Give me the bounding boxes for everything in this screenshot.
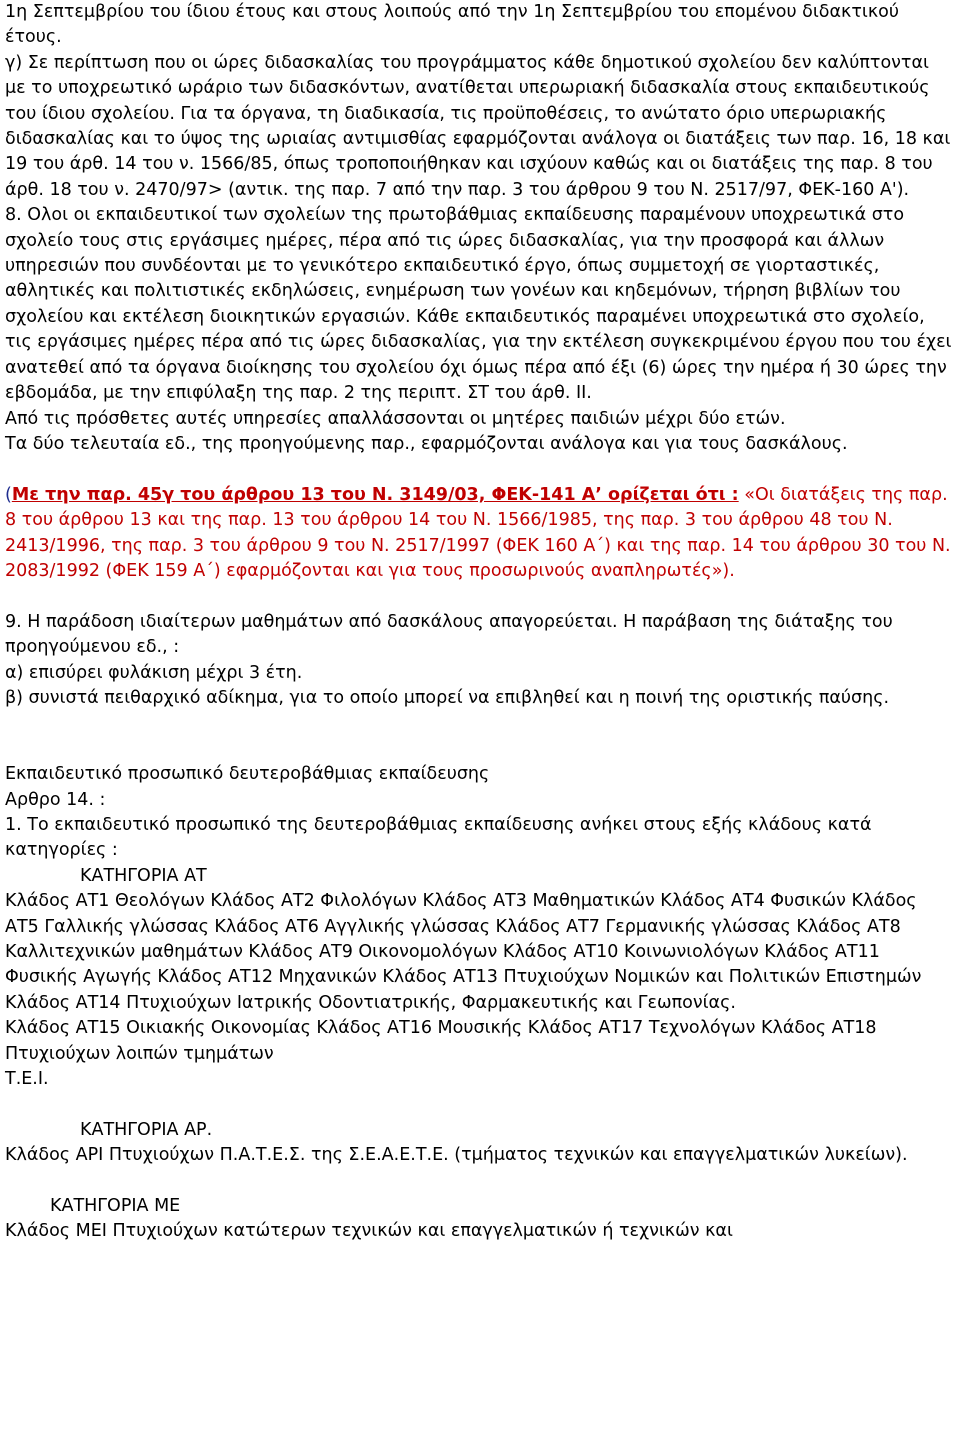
amendment-heading: Με την παρ. 45γ του άρθρου 13 του Ν. 3149/03, ΦΕΚ-141 Α’ ορίζεται ότι : [11,484,739,505]
paragraph-4: Από τις πρόσθετες αυτές υπηρεσίες απαλλάσσονται οι μητέρες παιδιών μέχρι δύο ετών. [5,408,786,429]
spacer [5,711,955,762]
paragraph-16: Τ.Ε.Ι. [5,1069,49,1090]
article-heading: Αρθρο 14. : [5,789,106,810]
paragraph-1: 1η Σεπτεμβρίου του ίδιου έτους και στους λοιπούς από την 1η Σεπτεμβρίου του επομένου διδακτικού έτους. [5,2,899,48]
paragraph-12: 1. Το εκπαιδευτικό προσωπικό της δευτεροβάθμιας εκπαίδευσης ανήκει στους εξής κλάδους κατά κατηγορίες : [5,814,872,861]
paragraph-2: γ) Σε περίπτωση που οι ώρες διδασκαλίας του προγράμματος κάθε δημοτικού σχολείου δεν καλύπτονται με το υποχρεωτικό ωράριο των διδασκόντων, ανατίθεται υπερωριακή διδασκαλία στους εκπαιδευτικούς του ίδιου σχολείου. Για τα όργανα, τη διαδικασία, τις προϋποθέσεις, το ανώτατο όριο υπερωριακής διδασκαλίας και το ύψος της ωριαίας αντιμισθίας εφαρμόζονται ανάλογα οι διατάξεις των παρ. 16, 18 και 19 του άρθ. 14 του ν. 1566/85, όπως τροποποιήθηκαν και ισχύουν καθώς και οι διατάξεις της παρ. 8 του άρθ. 18 του ν. 2470/97> (αντικ. της παρ. 7 από την παρ. 3 του άρθρου 9 του Ν. 2517/97, ΦΕΚ-160 Α'). [5,52,951,200]
paragraph-14: Κλάδος ΑΤ1 Θεολόγων Κλάδος ΑΤ2 Φιλολόγων Κλάδος ΑΤ3 Μαθηματικών Κλάδος ΑΤ4 Φυσικών Κλάδος ΑΤ5 Γαλλικής γλώσσας Κλάδος ΑΤ6 Αγγλικής γλώσσας Κλάδος ΑΤ7 Γερμανικής γλώσσας Κλάδος ΑΤ8 Καλλιτεχνικών μαθημάτων Κλάδος ΑΤ9 Οικονομολόγων Κλάδος ΑΤ10 Κοινωνιολόγων Κλάδος ΑΤ11 Φυσικής Αγωγής Κλάδος ΑΤ12 Μηχανικών Κλάδος ΑΤ13 Πτυχιούχων Νομικών και Πολιτικών Επιστημών Κλάδος ΑΤ14 Πτυχιούχων Ιατρικής Οδοντιατρικής, Φαρμακευτικής και Γεωπονίας. [5,891,922,1013]
category-me-heading: ΚΑΤΗΓΟΡΙΑ ΜΕ [50,1196,181,1217]
category-ar-heading: ΚΑΤΗΓΟΡΙΑ ΑΡ. [80,1119,213,1140]
spacer [5,1092,955,1117]
document-page [5,0,955,1245]
spacer [5,457,955,482]
paragraph-7: 9. Η παράδοση ιδιαίτερων μαθημάτων από δασκάλους απαγορεύεται. Η παράβαση της διάταξης του προηγούμενου εδ., : [5,611,893,658]
paragraph-3: 8. Ολοι οι εκπαιδευτικοί των σχολείων της πρωτοβάθμιας εκπαίδευσης παραμένουν υποχρεωτικά στο σχολείο τους στις εργάσιμες ημέρες, πέρα από τις ώρες διδασκαλίας, για την προσφορά και άλλων υπηρεσιών που συνδέονται με το γενικότερο εκπαιδευτικό έργο, όπως συμμετοχή σε γιορταστικές, αθλητικές και πολιτιστικές εκδηλώσεις, ενημέρωση των γονέων και κηδεμόνων, τήρηση βιβλίων του σχολείου και εκτέλεση διοικητικών εργασιών. Κάθε εκπαιδευτικός παραμένει υποχρεωτικά στο σχολείο, τις εργάσιμες ημέρες πέρα από τις ώρες διδασκαλίας, για την εκτέλεση συγκεκριμένου έργου που του έχει ανατεθεί από τα όργανα διοίκησης του σχολείου όχι όμως πέρα από έξι (6) ώρες την ημέρα ή 30 ώρες την εβδομάδα, με την επιφύλαξη της παρ. 2 της περιπτ. ΣΤ του άρθ. ΙΙ. [5,205,952,404]
paragraph-8: α) επισύρει φυλάκιση μέχρι 3 έτη. [5,662,303,683]
spacer [5,584,955,609]
paragraph-18: Κλάδος ΑΡΙ Πτυχιούχων Π.Α.Τ.Ε.Σ. της Σ.Ε.Α.Ε.Τ.Ε. (τμήματος τεχνικών και επαγγελματικών λυκείων). [5,1145,908,1166]
paragraph-5: Τα δύο τελευταία εδ., της προηγούμενης παρ., εφαρμόζονται ανάλογα και για τους δασκάλους. [5,433,848,454]
section-heading: Εκπαιδευτικό προσωπικό δευτεροβάθμιας εκπαίδευσης [5,764,490,785]
paren-open: ( [5,484,12,505]
category-at-heading: ΚΑΤΗΓΟΡΙΑ ΑΤ [80,865,207,886]
paragraph-9: β) συνιστά πειθαρχικό αδίκημα, για το οποίο μπορεί να επιβληθεί και η ποινή της οριστικής παύσης. [5,687,890,708]
paragraph-20: Κλάδος ΜΕΙ Πτυχιούχων κατώτερων τεχνικών και επαγγελματικών ή τεχνικών και [5,1221,733,1242]
spacer [5,1169,955,1194]
paragraph-6 [5,483,955,585]
amendment-text: «Οι διατάξεις της παρ. 8 του άρθρου 13 και της παρ. 13 του άρθρου 14 του Ν. 1566/1985, της παρ. 3 του άρθρου 48 του Ν. 2413/1996, της παρ. 3 του άρθρου 9 του Ν. 2517/1997 (ΦΕΚ 160 Α΄) και της παρ. 14 του άρθρου 30 του Ν. 2083/1992 (ΦΕΚ 159 Α΄) εφαρμόζονται και για τους προσωρινούς αναπληρωτές»). [5,484,951,581]
paragraph-15: Κλάδος ΑΤ15 Οικιακής Οικονομίας Κλάδος ΑΤ16 Μουσικής Κλάδος ΑΤ17 Τεχνολόγων Κλάδος ΑΤ18 Πτυχιούχων λοιπών τμημάτων [5,1018,877,1064]
